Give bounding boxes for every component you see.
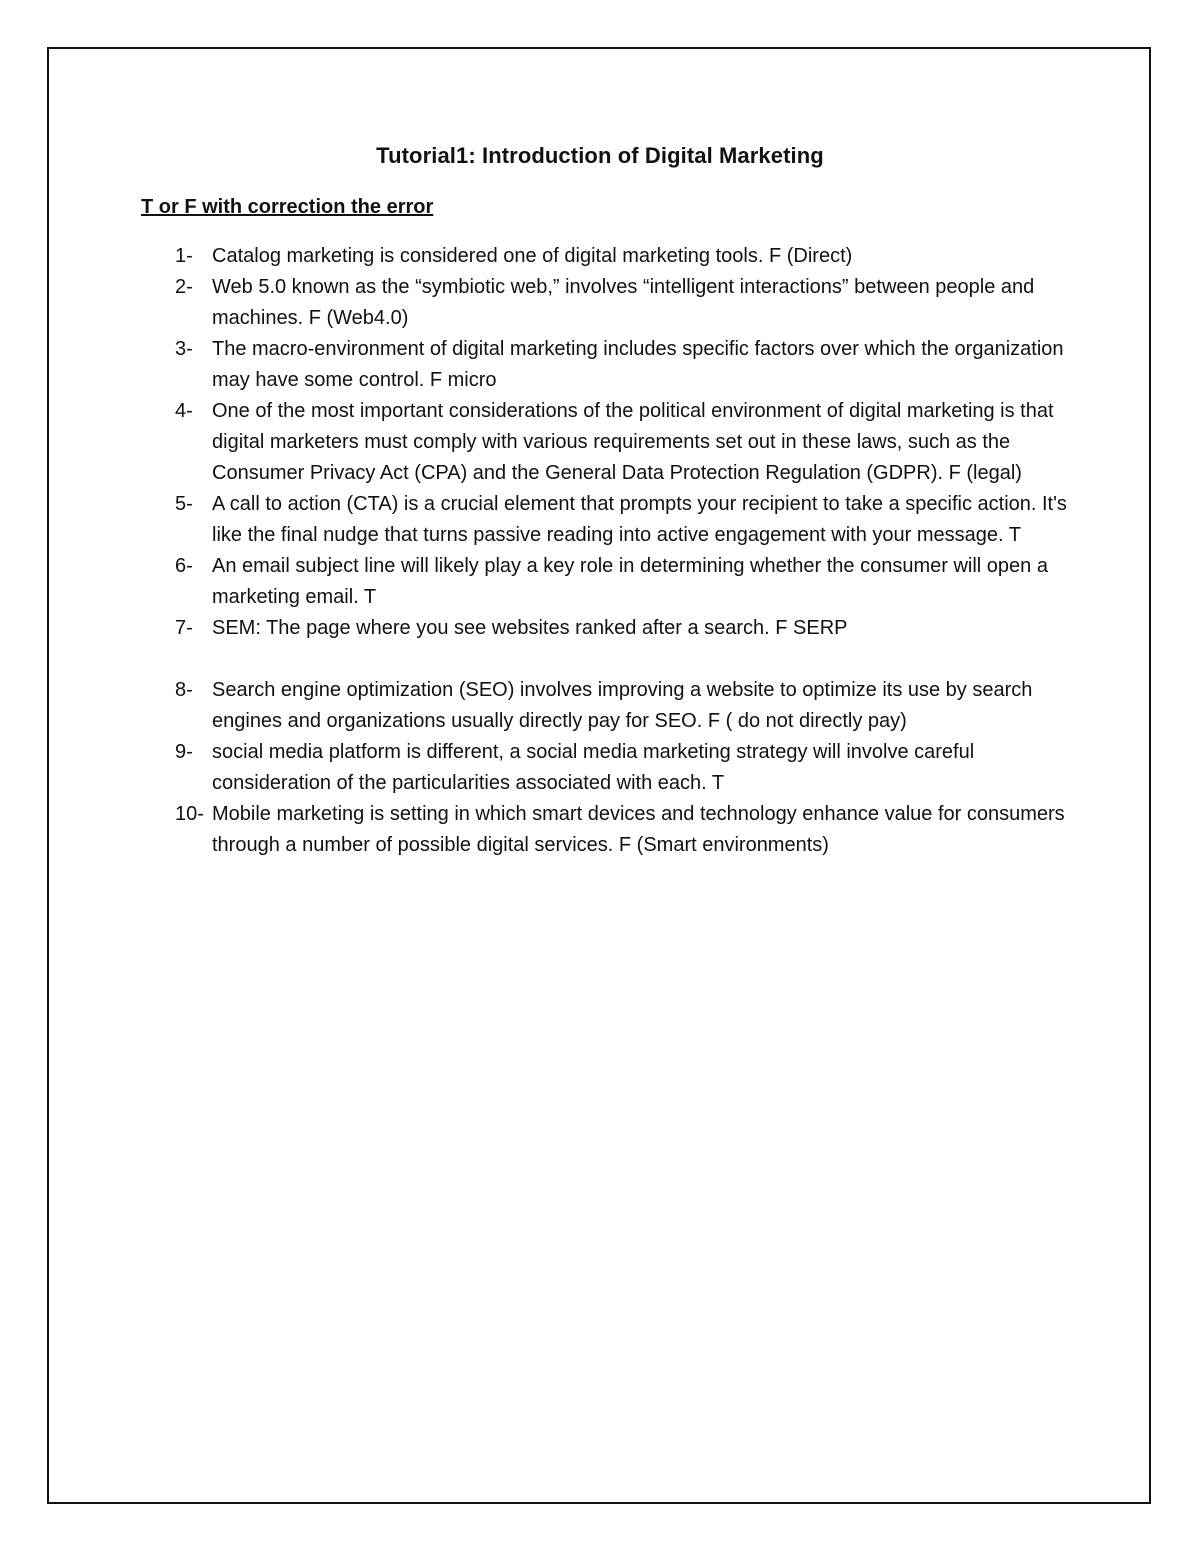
list-item xyxy=(175,334,1075,396)
page-title: Tutorial1: Introduction of Digital Marketing xyxy=(376,143,824,168)
item-text: An email subject line will likely play a key role in determining whether the consumer will open a marketing email. T xyxy=(212,555,1048,608)
item-number: 5- xyxy=(175,493,193,515)
list-item xyxy=(175,799,1075,861)
item-number: 3- xyxy=(175,338,193,360)
list-item xyxy=(175,241,1075,272)
item-text: Mobile marketing is setting in which smart devices and technology enhance value for consumers through a number of possible digital services. F (Smart environments) xyxy=(212,803,1065,856)
item-text: A call to action (CTA) is a crucial element that prompts your recipient to take a specific action. It's like the final nudge that turns passive reading into active engagement with your message. T xyxy=(212,493,1067,546)
list-item xyxy=(175,737,1075,799)
list-item xyxy=(175,551,1075,613)
item-text: The macro-environment of digital marketing includes specific factors over which the organization may have some control. F micro xyxy=(212,338,1064,391)
question-list xyxy=(175,241,1075,861)
item-number: 8- xyxy=(175,679,193,701)
item-text: social media platform is different, a social media marketing strategy will involve careful consideration of the particularities associated with each. T xyxy=(212,741,975,794)
list-item xyxy=(175,489,1075,551)
item-number: 7- xyxy=(175,617,193,639)
item-text: One of the most important considerations of the political environment of digital marketing is that digital marketers must comply with various requirements set out in these laws, such as the Consumer Privacy Act (CPA) and the General Data Protection Regulation (GDPR). F (legal) xyxy=(212,400,1054,484)
item-number: 10- xyxy=(175,803,204,825)
item-text: SEM: The page where you see websites ranked after a search. F SERP xyxy=(212,617,848,639)
item-text: Search engine optimization (SEO) involves improving a website to optimize its use by search engines and organizations usually directly pay for SEO. F ( do not directly pay) xyxy=(212,679,1033,732)
item-text: Web 5.0 known as the “symbiotic web,” involves “intelligent interactions” between people and machines. F (Web4.0) xyxy=(212,276,1035,329)
item-number: 1- xyxy=(175,245,193,267)
item-number: 6- xyxy=(175,555,193,577)
item-number: 4- xyxy=(175,400,193,422)
section-heading: T or F with correction the error xyxy=(141,196,434,218)
item-text: Catalog marketing is considered one of digital marketing tools. F (Direct) xyxy=(212,245,853,267)
item-number: 2- xyxy=(175,276,193,298)
list-item xyxy=(175,675,1075,737)
list-item xyxy=(175,396,1075,489)
list-item xyxy=(175,613,1075,644)
list-item xyxy=(175,272,1075,334)
item-number: 9- xyxy=(175,741,193,763)
